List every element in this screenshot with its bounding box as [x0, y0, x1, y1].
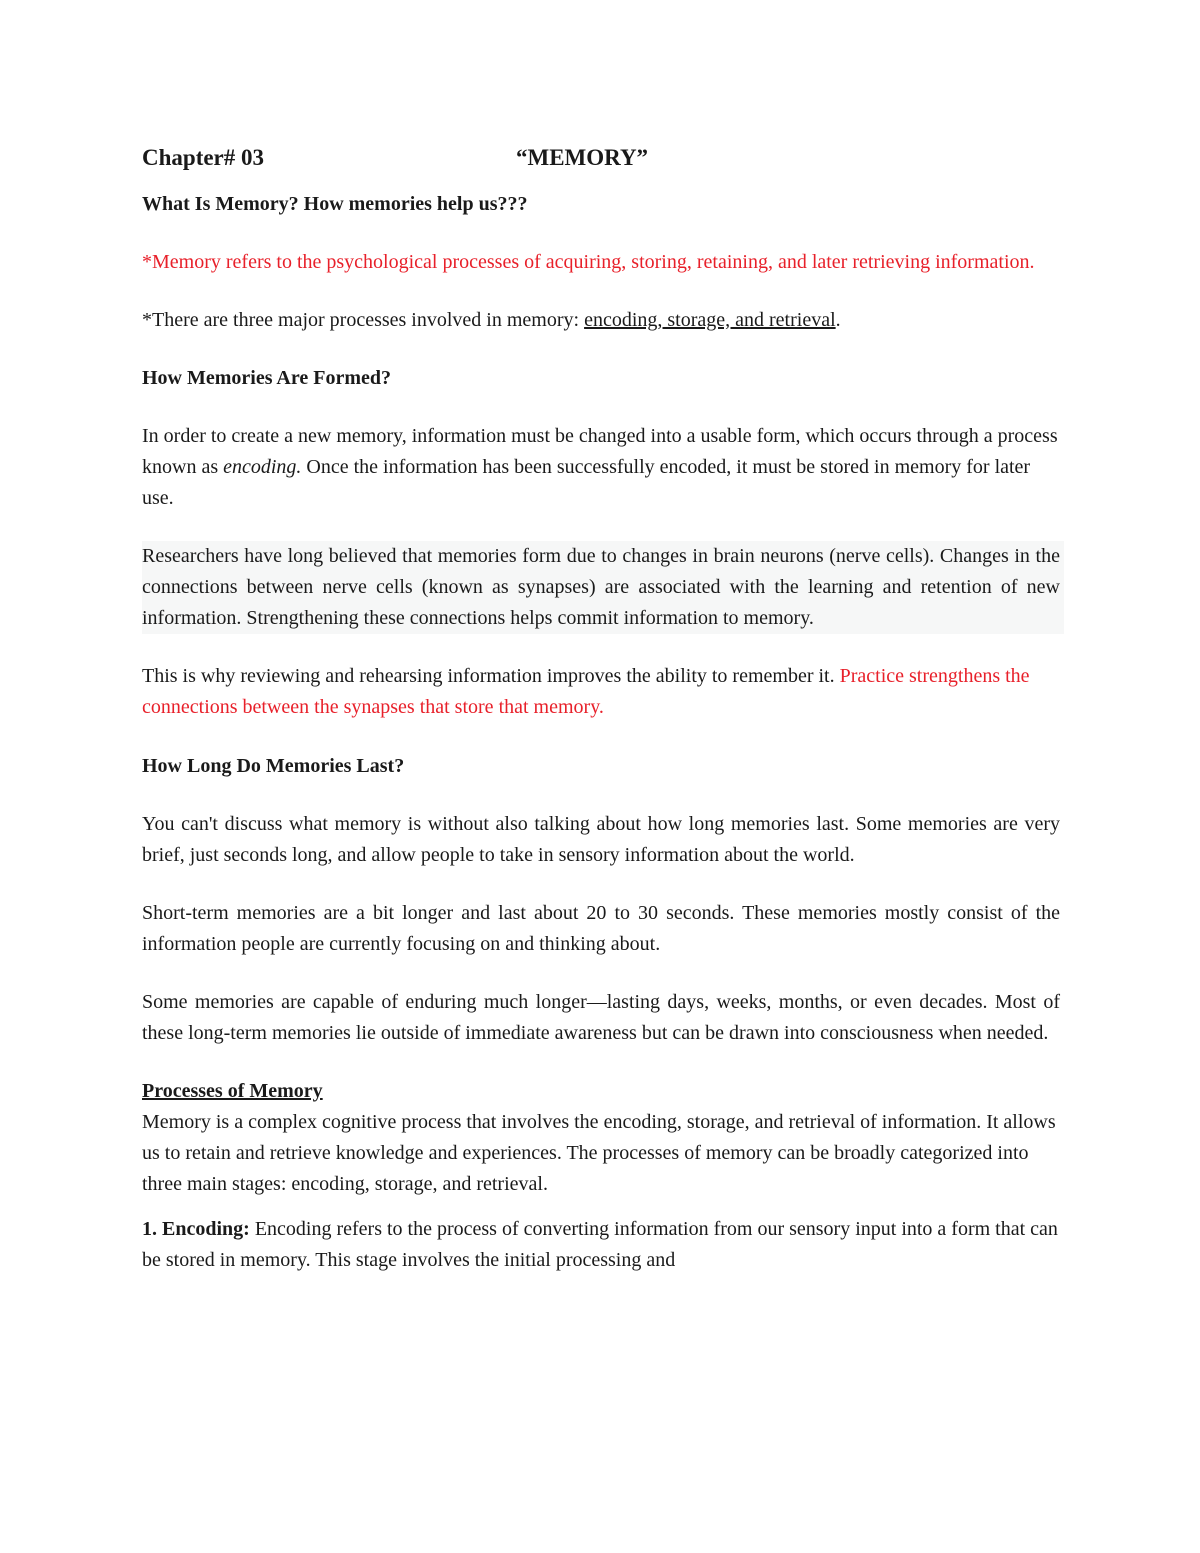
paragraph-long-term: Some memories are capable of enduring much longer—lasting days, weeks, months, or even decades. Most of these long-term memories lie outside of immediate awareness but can be drawn into consciousness when needed.	[142, 991, 1060, 1044]
paragraph-processes: Memory is a complex cognitive process that involves the encoding, storage, and retrieval of information. It allows us to retain and retrieve knowledge and experiences. The processes of memory can be broadly categorized into three main stages: encoding, storage, and retrieval.	[142, 1111, 1056, 1195]
encoding-stage-label: 1. Encoding:	[142, 1218, 250, 1240]
chapter-number: Chapter# 03	[142, 145, 265, 170]
paragraph-encoding-intro	[142, 421, 1060, 514]
paragraph-memory-duration: You can't discuss what memory is without also talking about how long memories last. Some memories are very brief, just seconds long, and allow people to take in sensory information about the world.	[142, 813, 1060, 866]
encoding-stage-text: Encoding refers to the process of converting information from our sensory input into a form that can be stored in memory. This stage involves the initial processing and	[142, 1218, 1058, 1271]
paragraph-short-term: Short-term memories are a bit longer and last about 20 to 30 seconds. These memories mostly consist of the information people are currently focusing on and thinking about.	[142, 902, 1060, 955]
paragraph-neurons: Researchers have long believed that memories form due to changes in brain neurons (nerve cells). Changes in the connections between nerve cells (known as synapses) are associated with the learning and retention of new information. Strengthening these connections helps commit information to memory.	[142, 541, 1064, 634]
processes-suffix: .	[835, 309, 841, 331]
encoding-intro-a: In order to create a new memory, information must be changed into a usable form, which occurs through a process known as	[142, 425, 1058, 478]
heading-processes-of-memory: Processes of Memory	[142, 1080, 323, 1102]
document-page	[142, 140, 1060, 1276]
paragraph-rehearsal	[142, 661, 1060, 723]
rehearsal-highlight: Practice strengthens the connections between the synapses that store that memory.	[142, 665, 1030, 718]
chapter-title: “MEMORY”	[516, 145, 649, 170]
chapter-title-row	[142, 140, 1060, 176]
rehearsal-text: This is why reviewing and rehearsing information improves the ability to remember it.	[142, 665, 840, 687]
encoding-term: encoding.	[223, 456, 302, 478]
processes-sentence	[142, 305, 1060, 336]
encoding-intro-b: Once the information has been successfully encoded, it must be stored in memory for later use.	[142, 456, 1031, 509]
question-what-is-memory: What Is Memory? How memories help us???	[142, 193, 528, 215]
processes-prefix: *There are three major processes involved in memory:	[142, 309, 585, 331]
memory-definition: *Memory refers to the psychological processes of acquiring, storing, retaining, and later retrieving information.	[142, 251, 1035, 273]
heading-memories-last: How Long Do Memories Last?	[142, 755, 405, 777]
heading-memories-formed: How Memories Are Formed?	[142, 367, 391, 389]
paragraph-encoding-stage	[142, 1214, 1060, 1276]
processes-list: encoding, storage, and retrieval	[584, 309, 836, 331]
